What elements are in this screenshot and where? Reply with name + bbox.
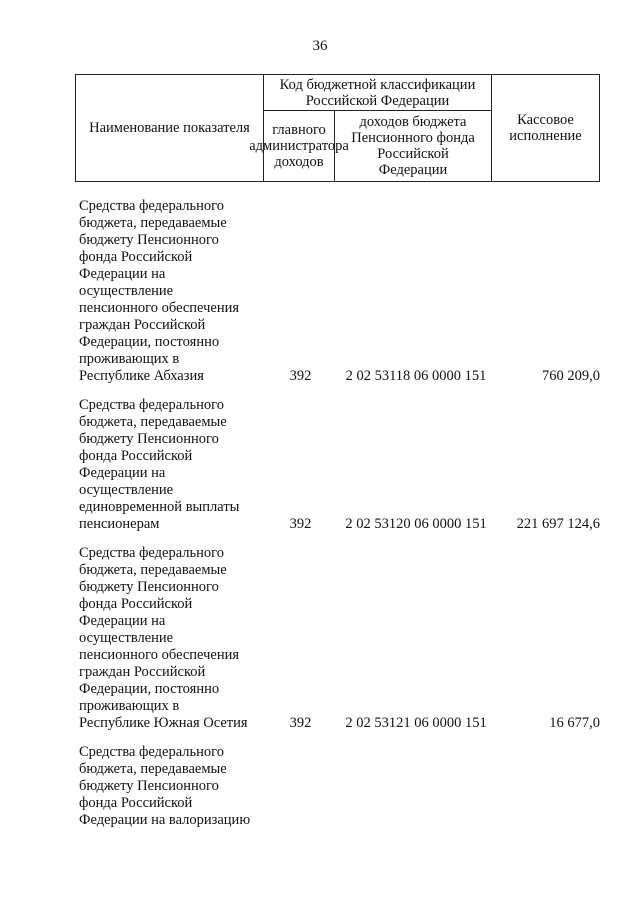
table-header — [75, 74, 600, 182]
table-row — [79, 198, 600, 385]
table-row — [79, 744, 600, 829]
indicator-name-line: пенсионерам — [79, 516, 160, 532]
header-admin-column: главного администратора доходов — [264, 111, 335, 181]
indicator-name-line: пенсионного обеспечения — [79, 300, 240, 316]
admin-code: 392 — [289, 368, 312, 384]
indicator-name-line: фонда Российской — [79, 249, 193, 265]
indicator-name-line: Федерации на — [79, 465, 166, 481]
table-row — [79, 545, 600, 732]
indicator-name-line: осуществление — [79, 283, 174, 299]
admin-code: 392 — [289, 516, 312, 532]
indicator-name-line: Средства федерального — [79, 545, 224, 561]
indicator-name — [79, 397, 264, 533]
indicator-name-line: Республике Абхазия — [79, 368, 204, 384]
indicator-name-line: Средства федерального — [79, 744, 224, 760]
indicator-name-line: Средства федерального — [79, 198, 224, 214]
indicator-name-line: Средства федерального — [79, 397, 224, 413]
execution-amount: 760 209,0 — [542, 368, 600, 384]
indicator-name-line: фонда Российской — [79, 448, 193, 464]
execution-amount: 16 677,0 — [549, 715, 600, 731]
header-income-column: доходов бюджета Пенсионного фонда Российской Федерации — [335, 111, 492, 181]
indicator-name-line: Федерации, постоянно — [79, 681, 220, 697]
indicator-name-line: Федерации на — [79, 613, 166, 629]
indicator-name-line: Федерации на — [79, 266, 166, 282]
indicator-name-line: бюджета, передаваемые — [79, 414, 227, 430]
indicator-name-line: Федерации на валоризацию — [79, 812, 251, 828]
indicator-name — [79, 198, 264, 385]
income-code: 2 02 53121 06 0000 151 — [345, 715, 487, 731]
header-execution-column: Кассовое исполнение — [509, 112, 582, 144]
indicator-name-line: граждан Российской — [79, 317, 206, 333]
indicator-name-line: пенсионного обеспечения — [79, 647, 240, 663]
indicator-name-line: фонда Российской — [79, 795, 193, 811]
page-number: 36 — [312, 38, 328, 54]
income-code: 2 02 53118 06 0000 151 — [345, 368, 487, 384]
execution-amount: 221 697 124,6 — [516, 516, 600, 532]
indicator-name-line: проживающих в — [79, 698, 180, 714]
indicator-name-line: единовременной выплаты — [79, 499, 240, 515]
indicator-name-line: бюджета, передаваемые — [79, 761, 227, 777]
indicator-name-line: проживающих в — [79, 351, 180, 367]
indicator-name-line: Республике Южная Осетия — [79, 715, 248, 731]
indicator-name — [79, 744, 264, 829]
indicator-name-line: Федерации, постоянно — [79, 334, 220, 350]
indicator-name-line: фонда Российской — [79, 596, 193, 612]
income-code: 2 02 53120 06 0000 151 — [345, 516, 487, 532]
table-row — [79, 397, 600, 533]
header-code-group: Код бюджетной классификации Российской Федерации — [264, 75, 492, 111]
indicator-name — [79, 545, 264, 732]
header-name-column: Наименование показателя — [76, 75, 264, 181]
indicator-name-line: граждан Российской — [79, 664, 206, 680]
indicator-name-line: бюджету Пенсионного — [79, 579, 219, 595]
indicator-name-line: осуществление — [79, 482, 174, 498]
indicator-name-line: бюджета, передаваемые — [79, 562, 227, 578]
indicator-name-line: бюджету Пенсионного — [79, 778, 219, 794]
indicator-name-line: бюджету Пенсионного — [79, 232, 219, 248]
table-body — [79, 198, 600, 841]
indicator-name-line: бюджету Пенсионного — [79, 431, 219, 447]
indicator-name-line: осуществление — [79, 630, 174, 646]
indicator-name-line: бюджета, передаваемые — [79, 215, 227, 231]
admin-code: 392 — [289, 715, 312, 731]
